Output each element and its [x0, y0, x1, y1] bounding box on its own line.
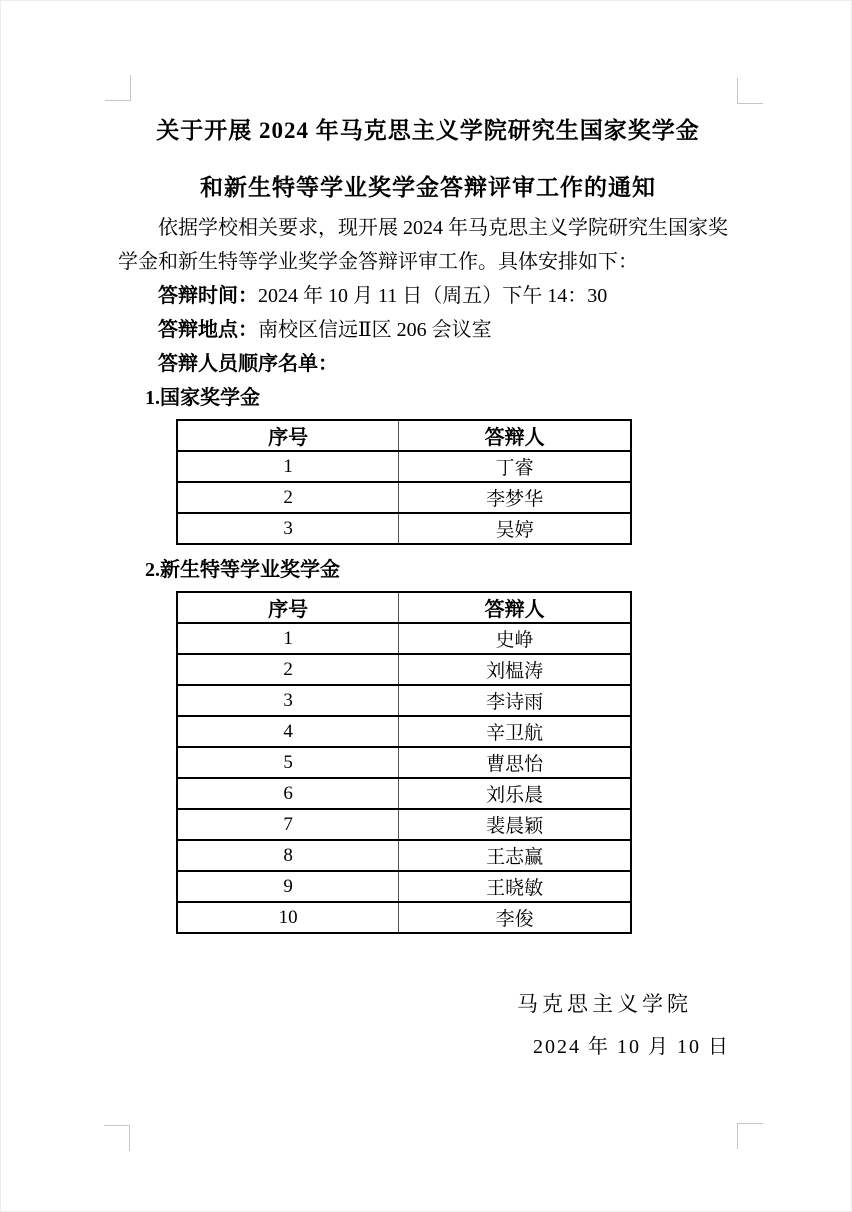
intro-paragraph: 依据学校相关要求，现开展 2024 年马克思主义学院研究生国家奖学金和新生特等学业奖学金答辩评审工作。具体安排如下： [118, 217, 728, 273]
table-row [177, 451, 631, 482]
table-row [177, 623, 631, 654]
table-row [177, 482, 631, 513]
signature-org: 马克思主义学院 [517, 992, 692, 1016]
cell-defender: 裴晨颖 [399, 809, 631, 840]
table-row [177, 747, 631, 778]
national-scholarship-table [176, 419, 632, 545]
margin-corner-mark-top-left [105, 75, 131, 101]
defense-place-label: 答辩地点： [158, 319, 258, 341]
column-header-defender: 答辩人 [399, 592, 631, 623]
cell-defender: 吴婷 [399, 513, 631, 544]
cell-defender: 刘乐晨 [399, 778, 631, 809]
table-row [177, 871, 631, 902]
table-row [177, 654, 631, 685]
margin-corner-mark-bottom-left [104, 1125, 130, 1151]
cell-number: 4 [177, 716, 399, 747]
table-header-row [177, 592, 631, 623]
defense-time-label: 答辩时间： [158, 285, 258, 307]
table-row [177, 513, 631, 544]
cell-number: 1 [177, 623, 399, 654]
cell-defender: 李诗雨 [399, 685, 631, 716]
cell-number: 3 [177, 685, 399, 716]
signature-date: 2024 年 10 月 10 日 [533, 1036, 730, 1058]
roster-list-heading: 答辩人员顺序名单： [158, 353, 338, 375]
cell-number: 5 [177, 747, 399, 778]
column-header-defender: 答辩人 [399, 420, 631, 451]
cell-defender: 李俊 [399, 902, 631, 933]
defense-time-line [118, 279, 738, 313]
cell-number: 9 [177, 871, 399, 902]
table-row [177, 809, 631, 840]
cell-defender: 丁睿 [399, 451, 631, 482]
defense-time-value: 2024 年 10 月 11 日（周五）下午 14：30 [258, 285, 608, 307]
cell-number: 8 [177, 840, 399, 871]
cell-number: 7 [177, 809, 399, 840]
notice-content [118, 100, 738, 1061]
section-heading-national-scholarship: 1.国家奖学金 [145, 387, 260, 409]
cell-defender: 王晓敏 [399, 871, 631, 902]
table-row [177, 902, 631, 933]
column-header-number: 序号 [177, 420, 399, 451]
cell-defender: 王志赢 [399, 840, 631, 871]
cell-defender: 刘榅涛 [399, 654, 631, 685]
cell-number: 3 [177, 513, 399, 544]
table-row [177, 685, 631, 716]
table-row [177, 716, 631, 747]
table-header-row [177, 420, 631, 451]
table-row [177, 778, 631, 809]
defense-place-value: 南校区信远Ⅱ区 206 会议室 [258, 319, 492, 341]
cell-defender: 辛卫航 [399, 716, 631, 747]
cell-number: 1 [177, 451, 399, 482]
cell-number: 2 [177, 482, 399, 513]
cell-number: 6 [177, 778, 399, 809]
table-row [177, 840, 631, 871]
cell-defender: 李梦华 [399, 482, 631, 513]
margin-corner-mark-bottom-right [737, 1123, 763, 1149]
notice-title-line1: 关于开展 2024 年马克思主义学院研究生国家奖学金 [156, 118, 700, 143]
freshman-scholarship-table [176, 591, 632, 934]
column-header-number: 序号 [177, 592, 399, 623]
cell-number: 10 [177, 902, 399, 933]
notice-title-line2: 和新生特等学业奖学金答辩评审工作的通知 [200, 175, 656, 200]
margin-corner-mark-top-right [737, 78, 763, 104]
section-heading-freshman-scholarship: 2.新生特等学业奖学金 [145, 559, 340, 581]
cell-number: 2 [177, 654, 399, 685]
cell-defender: 史峥 [399, 623, 631, 654]
cell-defender: 曹思怡 [399, 747, 631, 778]
defense-place-line [118, 313, 738, 347]
